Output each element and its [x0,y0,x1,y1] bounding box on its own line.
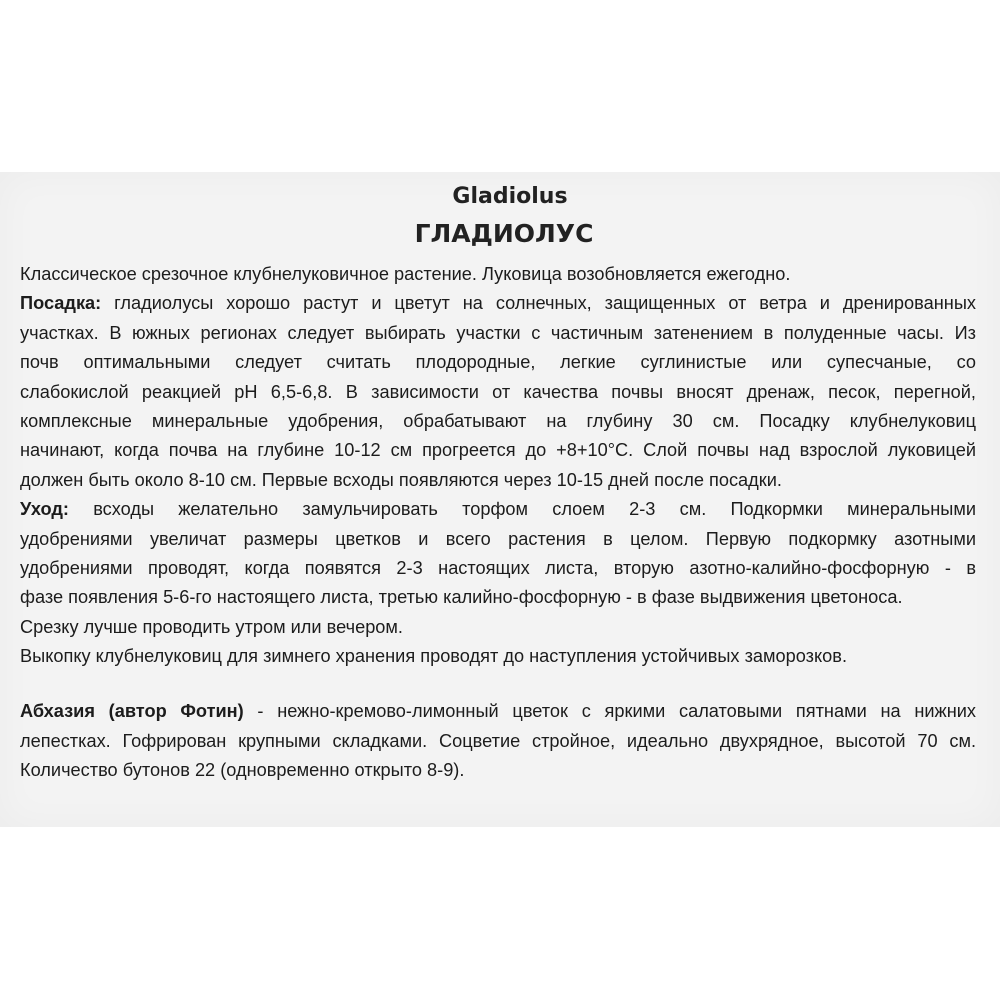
title-russian: ГЛАДИОЛУС [414,219,594,248]
variety-text-1: - нежно-кремово-лимонный цветок с яркими салатовыми пятнами на нижних [243,701,976,722]
variety-line-3: Количество бутонов 22 (одновременно открыто 8-9). [20,760,465,781]
care-line-2: удобрениями увеличат размеры цветков и всего растения в целом. Первую подкормку азотными [20,528,976,549]
care-line-3: удобрениями проводят, когда появятся 2-3 настоящих листа, вторую азотно-калийно-фосфорную - в [20,557,976,578]
care-line-5: Срезку лучше проводить утром или вечером. [20,616,403,637]
title-latin: Gladiolus [452,184,568,209]
variety-line-1 [20,697,976,726]
planting-line-5: комплексные минеральные удобрения, обрабатывают на глубину 30 см. Посадку клубнелуковиц [20,410,976,431]
care-text-1: всходы желательно замульчировать торфом слоем 2-3 см. Подкормки минеральными [69,499,976,520]
planting-line-7: должен быть около 8-10 см. Первые всходы появляются через 10-15 дней после посадки. [20,469,782,490]
planting-line-4: слабокислой реакцией pH 6,5-6,8. В зависимости от качества почвы вносят дренаж, песок, перегной, [20,381,976,402]
intro-line: Классическое срезочное клубнелуковичное растение. Луковица возобновляется ежегодно. [20,264,791,284]
care-line-1 [20,495,976,524]
variety-label: Абхазия (автор Фотин) [20,701,244,722]
variety-line-2: лепестках. Гофрирован крупными складками. Соцветие стройное, идеально двухрядное, высотой 70 см. [20,730,976,751]
planting-line-6: начинают, когда почва на глубине 10-12 см прогреется до +8+10°C. Слой почвы над взрослой луковицей [20,440,976,461]
planting-line-2: участках. В южных регионах следует выбирать участки с частичным затенением в полуденные часы. Из [20,322,976,343]
care-label: Уход: [20,499,69,520]
section-gap [20,671,976,697]
planting-line-1 [20,289,976,318]
care-line-4: фазе появления 5-6-го настоящего листа, третью калийно-фосфорную - в фазе выдвижения цветоноса. [20,587,903,608]
planting-text-1: гладиолусы хорошо растут и цветут на солнечных, защищенных от ветра и дренированных [101,293,976,314]
planting-label: Посадка: [20,293,102,314]
description-text [20,260,976,786]
care-line-6: Выкопку клубнелуковиц для зимнего хранения проводят до наступления устойчивых заморозков. [20,646,847,667]
planting-line-3: почв оптимальными следует считать плодородные, легкие суглинистые или супесчаные, со [20,352,976,373]
label-content [20,180,976,786]
